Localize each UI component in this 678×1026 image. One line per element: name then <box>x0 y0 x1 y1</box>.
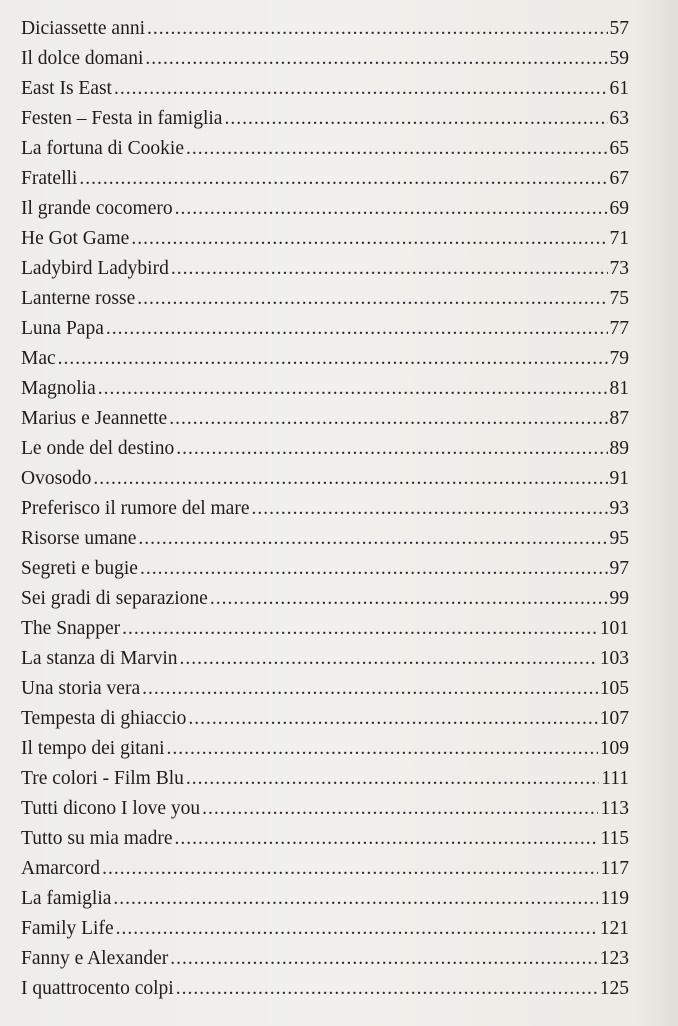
toc-entry-title: Le onde del destino <box>21 438 175 459</box>
toc-entry-title: Segreti e bugie <box>21 558 138 579</box>
dot-leader <box>138 524 607 554</box>
toc-entry <box>21 764 629 794</box>
toc-entry-page: 125 <box>599 978 629 999</box>
toc-entry <box>21 254 629 284</box>
dot-leader <box>137 284 607 314</box>
toc-entry-page: 87 <box>609 408 629 429</box>
toc-entry-page: 117 <box>600 858 629 879</box>
toc-entry-title: Tutto su mia madre <box>21 828 173 849</box>
toc-entry-title: Magnolia <box>21 378 96 399</box>
toc-entry <box>21 284 629 314</box>
toc-entry <box>21 464 629 494</box>
toc-entry-title: Mac <box>21 348 56 369</box>
dot-leader <box>169 404 607 434</box>
dot-leader <box>167 734 598 764</box>
toc-entry <box>21 584 629 614</box>
toc-entry-page: 97 <box>609 558 629 579</box>
dot-leader <box>186 764 599 794</box>
dot-leader <box>122 614 598 644</box>
dot-leader <box>175 194 608 224</box>
toc-entry-title: Risorse umane <box>21 528 137 549</box>
toc-entry <box>21 314 629 344</box>
dot-leader <box>176 434 607 464</box>
toc-entry-page: 59 <box>609 48 629 69</box>
toc-entry-page: 119 <box>600 888 629 909</box>
toc-entry-page: 113 <box>600 798 629 819</box>
dot-leader <box>58 344 608 374</box>
toc-entry-page: 123 <box>599 948 629 969</box>
toc-entry-page: 89 <box>609 438 629 459</box>
toc-entry-title: La fortuna di Cookie <box>21 138 184 159</box>
dot-leader <box>145 44 607 74</box>
toc-entry <box>21 224 629 254</box>
toc-entry <box>21 644 629 674</box>
toc-entry-page: 99 <box>609 588 629 609</box>
toc-entry <box>21 854 629 884</box>
toc-entry <box>21 674 629 704</box>
toc-entry <box>21 134 629 164</box>
toc-entry <box>21 44 629 74</box>
toc-entry-title: Lanterne rosse <box>21 288 136 309</box>
toc-entry <box>21 344 629 374</box>
dot-leader <box>142 674 598 704</box>
toc-entry-title: Family Life <box>21 918 114 939</box>
toc-entry-page: 91 <box>609 468 629 489</box>
toc-entry <box>21 104 629 134</box>
toc-entry <box>21 524 629 554</box>
toc-entry-page: 109 <box>599 738 629 759</box>
toc-entry-title: Fratelli <box>21 168 78 189</box>
toc-entry-page: 95 <box>609 528 629 549</box>
toc-entry-page: 121 <box>599 918 629 939</box>
dot-leader <box>188 704 597 734</box>
toc-entry <box>21 794 629 824</box>
toc-entry-title: East Is East <box>21 78 112 99</box>
dot-leader <box>171 254 608 284</box>
toc-entry-page: 57 <box>609 18 629 39</box>
toc-entry <box>21 74 629 104</box>
toc-entry <box>21 884 629 914</box>
toc-entry-page: 63 <box>609 108 629 129</box>
toc-entry-title: Ladybird Ladybird <box>21 258 169 279</box>
toc-entry-title: Tre colori - Film Blu <box>21 768 184 789</box>
dot-leader <box>114 74 608 104</box>
dot-leader <box>202 794 598 824</box>
table-of-contents <box>21 14 629 1004</box>
toc-entry-page: 81 <box>609 378 629 399</box>
toc-entry-page: 73 <box>609 258 629 279</box>
toc-entry-page: 101 <box>599 618 629 639</box>
toc-entry-title: He Got Game <box>21 228 130 249</box>
dot-leader <box>79 164 607 194</box>
toc-entry-page: 61 <box>609 78 629 99</box>
toc-entry-page: 111 <box>601 768 629 789</box>
dot-leader <box>252 494 608 524</box>
toc-entry-title: Fanny e Alexander <box>21 948 169 969</box>
toc-entry-title: Il tempo dei gitani <box>21 738 165 759</box>
toc-entry-title: La stanza di Marvin <box>21 648 178 669</box>
toc-entry-page: 67 <box>609 168 629 189</box>
toc-entry-page: 115 <box>600 828 629 849</box>
toc-entry <box>21 554 629 584</box>
toc-entry-page: 107 <box>599 708 629 729</box>
dot-leader <box>102 854 598 884</box>
toc-entry-title: Diciassette anni <box>21 18 145 39</box>
toc-entry-title: Il dolce domani <box>21 48 144 69</box>
dot-leader <box>147 14 608 44</box>
toc-entry <box>21 194 629 224</box>
dot-leader <box>224 104 607 134</box>
toc-entry-page: 65 <box>609 138 629 159</box>
toc-entry <box>21 494 629 524</box>
toc-entry-title: Amarcord <box>21 858 101 879</box>
toc-entry <box>21 824 629 854</box>
toc-entry-page: 77 <box>609 318 629 339</box>
toc-entry <box>21 374 629 404</box>
toc-entry-title: La famiglia <box>21 888 112 909</box>
dot-leader <box>210 584 608 614</box>
toc-entry <box>21 164 629 194</box>
dot-leader <box>175 824 599 854</box>
toc-entry <box>21 974 629 1004</box>
toc-entry-page: 103 <box>599 648 629 669</box>
toc-entry <box>21 14 629 44</box>
toc-entry-title: Festen – Festa in famiglia <box>21 108 223 129</box>
toc-entry-title: I quattrocento colpi <box>21 978 174 999</box>
dot-leader <box>140 554 608 584</box>
toc-entry-title: Marius e Jeannette <box>21 408 168 429</box>
dot-leader <box>170 944 597 974</box>
toc-entry <box>21 914 629 944</box>
toc-entry-title: The Snapper <box>21 618 121 639</box>
toc-entry <box>21 944 629 974</box>
dot-leader <box>176 974 598 1004</box>
dot-leader <box>113 884 598 914</box>
dot-leader <box>131 224 607 254</box>
dot-leader <box>116 914 598 944</box>
toc-entry-title: Tutti dicono I love you <box>21 798 201 819</box>
dot-leader <box>106 314 608 344</box>
toc-entry-title: Luna Papa <box>21 318 104 339</box>
toc-entry-title: Tempesta di ghiaccio <box>21 708 187 729</box>
toc-entry-page: 105 <box>599 678 629 699</box>
toc-entry-title: Sei gradi di separazione <box>21 588 208 609</box>
toc-entry-page: 79 <box>609 348 629 369</box>
toc-entry <box>21 434 629 464</box>
dot-leader <box>186 134 608 164</box>
toc-entry-title: Una storia vera <box>21 678 141 699</box>
dot-leader <box>98 374 608 404</box>
toc-entry-title: Il grande cocomero <box>21 198 173 219</box>
toc-entry-page: 93 <box>609 498 629 519</box>
dot-leader <box>93 464 607 494</box>
toc-entry <box>21 704 629 734</box>
toc-entry-title: Ovosodo <box>21 468 92 489</box>
toc-entry <box>21 404 629 434</box>
dot-leader <box>180 644 598 674</box>
toc-entry-page: 75 <box>609 288 629 309</box>
toc-entry-page: 71 <box>609 228 629 249</box>
toc-entry <box>21 734 629 764</box>
toc-entry <box>21 614 629 644</box>
toc-entry-title: Preferisco il rumore del mare <box>21 498 250 519</box>
toc-entry-page: 69 <box>609 198 629 219</box>
